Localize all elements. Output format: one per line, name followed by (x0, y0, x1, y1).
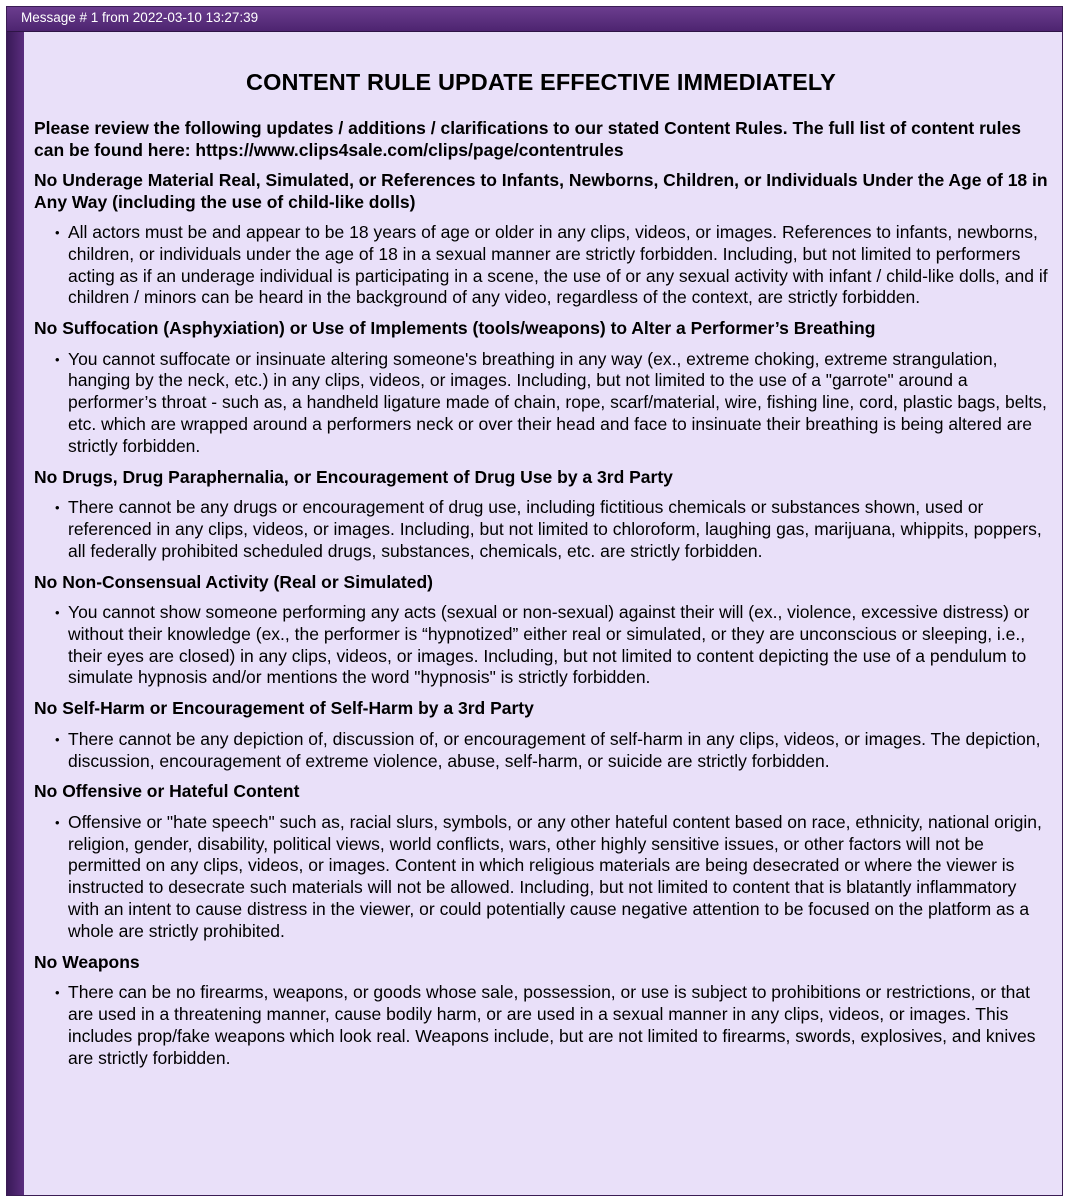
rule-section (34, 952, 1048, 1070)
message-side-bar (7, 32, 24, 1195)
rule-heading: No Weapons (34, 951, 140, 972)
message-title: CONTENT RULE UPDATE EFFECTIVE IMMEDIATELY (246, 69, 836, 95)
rule-body: All actors must be and appear to be 18 years of age or older in any clips, videos, or images. References to infants, newborns, children, or individuals under the age of 18 in a sexual manner are strictly forbidden. Including, but not limited to performers acting as if an underage individual is participating in a scene, the use of or any sexual activity with infant / child-like dolls, and if children / minors can be heard in the background of any video, regardless of the context, are strictly forbidden. (68, 222, 1048, 308)
rule-list (34, 812, 1048, 943)
rule-heading: No Suffocation (Asphyxiation) or Use of Implements (tools/weapons) to Alter a Performer’s Breathing (34, 318, 876, 339)
rule-heading: No Offensive or Hateful Content (34, 781, 300, 802)
bullet-icon: • (55, 814, 60, 830)
bullet-icon: • (55, 225, 60, 240)
rule-item (55, 728, 1048, 773)
rule-body: There can be no firearms, weapons, or goods whose sale, possession, or use is subject to prohibitions or restrictions, or that are used in a threatening manner, cause bodily harm, or are used in a sexual manner in any clips, videos, or images. This includes prop/fake weapons which look real. Weapons include, but are not limited to firearms, swords, explosives, and knives are strictly forbidden. (68, 982, 1036, 1068)
rule-item (55, 982, 1048, 1069)
rule-body: You cannot suffocate or insinuate altering someone's breathing in any way (ex., extreme choking, extreme strangulation, hanging by the neck, etc.) in any clips, videos, or images. Including, but not limited to the use of a "garrote" around a performer’s throat - such as, a handheld ligature made of chain, rope, scarf/material, wire, fishing line, cord, plastic bags, belts, etc. which are wrapped around a performers neck or over their head and face to insinuate their breathing is being altered are strictly forbidden. (68, 348, 1047, 456)
bullet-icon: • (55, 985, 60, 1001)
rule-section (34, 572, 1048, 690)
bullet-icon: • (55, 351, 60, 367)
message-header (7, 7, 1062, 32)
message-panel (6, 6, 1063, 1196)
bullet-icon: • (55, 731, 60, 747)
rule-section (34, 318, 1048, 457)
bullet-icon: • (55, 605, 60, 621)
rule-list (34, 497, 1048, 562)
rule-body: There cannot be any drugs or encouragement of drug use, including fictitious chemicals or substances shown, used or referenced in any clips, videos, or images. Including, but not limited to chloroform, laughing gas, marijuana, whippits, poppers, all federally prohibited scheduled drugs, substances, chemicals, etc. are strictly forbidden. (68, 497, 1042, 561)
rule-list (34, 349, 1048, 458)
rule-heading: No Self-Harm or Encouragement of Self-Harm by a 3rd Party (34, 698, 534, 719)
rule-item (55, 348, 1048, 458)
rule-list (34, 602, 1048, 689)
rule-heading: No Underage Material Real, Simulated, or References to Infants, Newborns, Children, or Individuals Under the Age of 18 in Any Way (including the use of child-like dolls) (34, 170, 1048, 212)
rule-body: Offensive or "hate speech" such as, racial slurs, symbols, or any other hateful content based on race, ethnicity, national origin, religion, gender, disability, political views, world conflicts, wars, other highly sensitive issues, or other factors will not be permitted on any clips, videos, or images. Content in which religious materials are being desecrated or where the viewer is instructed to desecrate such materials will not be allowed. Including, but not limited to content that is blatantly inflammatory with an intent to cause distress in the viewer, or could potentially cause negative attention to be focused on the platform as a whole are strictly prohibited. (68, 811, 1042, 941)
rule-body: There cannot be any depiction of, discussion of, or encouragement of self-harm in any clips, videos, or images. The depiction, discussion, encouragement of extreme violence, abuse, self-harm, or suicide are strictly forbidden. (68, 728, 1041, 771)
rule-section (34, 170, 1048, 309)
rule-list (34, 729, 1048, 773)
rule-section (34, 698, 1048, 772)
message-body (24, 32, 1062, 1195)
rule-item (55, 497, 1048, 562)
rule-item (55, 222, 1048, 309)
rule-list (34, 982, 1048, 1069)
rule-item (55, 602, 1048, 689)
rule-section (34, 781, 1048, 942)
message-header-label: Message # 1 from 2022-03-10 13:27:39 (21, 10, 259, 25)
rule-heading: No Non-Consensual Activity (Real or Simulated) (34, 571, 433, 592)
rule-list (34, 222, 1048, 309)
intro-text: Please review the following updates / additions / clarifications to our stated Content Rules. The full list of content rules can be found here: https://www.clips4sale.com/clips/page/contentrules (34, 118, 1021, 160)
rule-section (34, 467, 1048, 563)
rule-body: You cannot show someone performing any acts (sexual or non-sexual) against their will (ex., violence, excessive distress) or without their knowledge (ex., the performer is “hypnotized” either real or simulated, or they are unconscious or sleeping, i.e., their eyes are closed) in any clips, videos, or images. Including, but not limited to content depicting the use of a pendulum to simulate hypnosis and/or mentions the word "hypnosis" is strictly forbidden. (68, 602, 1030, 688)
rule-heading: No Drugs, Drug Paraphernalia, or Encouragement of Drug Use by a 3rd Party (34, 466, 673, 487)
rule-item (55, 811, 1048, 943)
bullet-icon: • (55, 500, 60, 516)
